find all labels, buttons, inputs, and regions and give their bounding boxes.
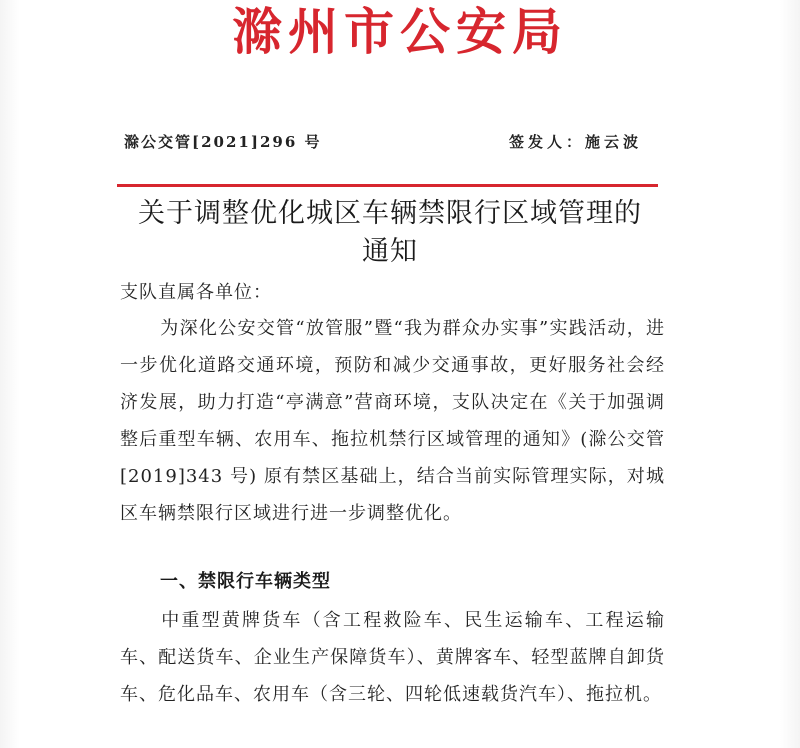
section-heading-1: 一、禁限行车辆类型 [160,571,331,592]
body-paragraph-1-text: 为深化公安交管“放管服”暨“我为群众办实事”实践活动，进一步优化道路交通环境，预防和减少交通事故，更好服务社会经济发展，助力打造“亭满意”营商环境，支队决定在《关于加强调整后重型车辆、农用车、拖拉机禁行区域管理的通知》(滁公交管[2019]343 号) 原有禁区基础上，结合当前实际管理实际，对城区车辆禁限行区域进行进一步调整优化。 [120,318,665,524]
issuing-authority-header: 滁州市公安局 [232,3,568,61]
salutation: 支队直属各单位： [120,282,272,303]
red-divider-line [117,184,658,187]
body-paragraph-2 [120,602,665,713]
issuer-signature-line: 签发人：施云波 [508,133,642,151]
body-paragraph-2-text: 中重型黄牌货车（含工程救险车、民生运输车、工程运输车、配送货车、企业生产保障货车）、黄牌客车、轻型蓝牌自卸货车、危化品车、农用车（含三轮、四轮低速载货汽车）、拖拉机。 [120,610,665,705]
document-title [110,195,670,271]
body-paragraph-1 [120,310,665,532]
document-number: 滁公交管[2021]296 号 [124,133,322,151]
document-title-line-1: 关于调整优化城区车辆禁限行区域管理的 [138,198,642,229]
document-title-line-2: 通知 [362,236,418,267]
